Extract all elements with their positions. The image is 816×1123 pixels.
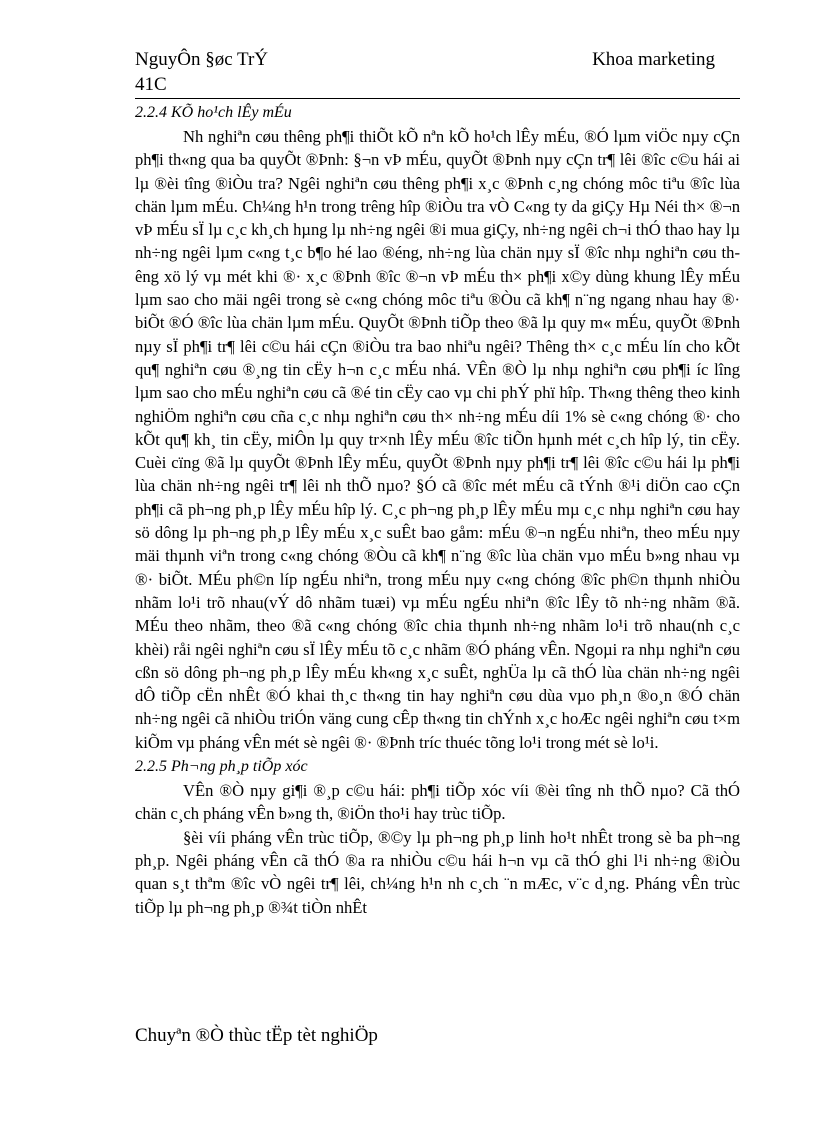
section-heading-2-2-4: 2.2.4 KÕ ho¹ch lÊy mÉu (135, 104, 292, 121)
sampling-plan-paragraph: Nh nghiªn cøu thêng ph¶i thiÕt kÕ nªn kÕ ho¹ch lÊy mÉu, ®Ó lµm viÖc nµy cÇn ph¶i th«ng qua ba quyÕt ®Þnh: §¬n vÞ mÉu, quyÕt ®Þnh nµy cÇn tr¶ lêi ®îc c©u hái ai lµ ®èi tîng ®iÒu tra? Ngêi nghiªn cøu thêng ph¶i x¸c ®Þnh c¸ng chóng môc tiªu ®îc lùa chän lµm mÉu. Ch¼ng h¹n trong trêng hîp ®iÒu tra vÒ C«ng ty da giÇy Hµ Néi th× ®¬n vÞ mÉu sÏ lµ c¸c kh¸ch hµng lµ nh÷ng ngêi ®i mua giÇy, nh÷ng ngêi ch¬i thÓ thao hay lµ nh÷ng ngêi lµm c«ng t¸c b¶o hé lao ®éng, nh÷ng lùa chän nµy sÏ ®îc nhµ nghiªn cøu thêng xö lý vµ mét khi ®· x¸c ®Þnh ®îc ®¬n vÞ mÉu th× ph¶i x©y dùng khung lÊy mÉu lµm sao cho mäi ngêi trong sè c«ng chóng môc tiªu ®Òu cã kh¶ n¨ng ngang nhau hay ®· biÕt ®Ó ®îc lùa chän lµm mÉu. QuyÕt ®Þnh tiÕp theo ®ã lµ quy m« mÉu, quyÕt ®Þnh nµy sÏ ph¶i tr¶ lêi c©u hái cÇn ®iÒu tra bao nhiªu ngêi? Thêng th× c¸c mÉu lín cho kÕt qu¶ nghiªn cøu ®¸ng tin cËy h¬n c¸c mÉu nhá. VÊn ®Ò lµ nhµ nghiªn cøu ph¶i íc lîng lµm sao cho mÉu nghiªn cøu cã ®é tin cËy cao vµ chi phÝ phï hîp. Th«ng thêng theo kinh nghiÖm nghiªn cøu cña c¸c nhµ nghiªn cøu th× nh÷ng mÉu díi 1% sè c«ng chóng ®· cho kÕt qu¶ kh¸ tin cËy, miÔn lµ quy tr×nh lÊy mÉu ®îc tiÕn hµnh mét c¸ch hîp lý, tin cËy. Cuèi cïng ®ã lµ quyÕt ®Þnh lÊy mÉu, quyÕt ®Þnh nµy ph¶i tr¶ lêi ®îc c©u hái lµ ph¶i lùa chän nh÷ng ngêi tr¶ lêi nh thÕ nµo? §Ó cã ®îc mét mÉu cã tÝnh ®¹i diÖn cao cÇn ph¶i cã ph¬ng ph¸p lÊy mÉu hîp lý. C¸c ph¬ng ph¸p lÊy mÉu mµ c¸c nhµ nghiªn cøu hay sö dông lµ ph¬ng ph¸p lÊy mÉu x¸c suÊt bao gåm: mÉu ®¬n ngÉu nhiªn, theo mÉu nµy mäi thµnh viªn trong c«ng chóng ®Òu cã kh¶ n¨ng ®îc lùa chän vµo mÉu b»ng nhau vµ ®· biÕt. MÉu ph©n líp ngÉu nhiªn, trong mÉu nµy c«ng chóng ®îc ph©n thµnh nhiÒu nhãm lo¹i trõ nhau(vÝ dô nhãm tuæi) vµ mÉu ngÉu nhiªn ®îc lÊy tõ nh÷ng nhãm ®ã. MÉu theo nhãm, theo ®ã c«ng chóng ®îc chia thµnh nh÷ng nhãm lo¹i trõ nhau(nh c¸c khèi) råi ngêi nghiªn cøu sÏ lÊy mÉu tõ c¸c nhãm ®Ó pháng vÊn. Ngoµi ra nhµ nghiªn cøu cßn sö dông ph¬ng ph¸p lÊy mÉu kh«ng x¸c suÊt, nghÜa lµ cã thÓ lùa chän nh÷ng ngêi dÔ tiÕp cËn nhÊt ®Ó khai th¸c th«ng tin hay nghiªn cøu dùa vµo ph¸n ®o¸n ®Ó chän nh÷ng ngêi cã nhiÒu triÓn väng cung cÊp th«ng tin chÝnh x¸c hoÆc ngêi nghiªn cøu t×m kiÕm vµ pháng vÊn mét sè ngêi ®· ®Þnh tríc thuéc tõng lo¹i trong mét sè lo¹i. (135, 127, 740, 752)
class-code: 41C (135, 74, 167, 95)
page-footer: Chuyªn ®Ò thùc tËp tèt nghiÖp (135, 1025, 378, 1046)
section-heading-2-2-5: 2.2.5 Ph¬ng ph¸p tiÕp xóc (135, 758, 308, 776)
header-divider (135, 98, 740, 99)
contact-method-paragraph: VÊn ®Ò nµy gi¶i ®¸p c©u hái: ph¶i tiÕp xóc víi ®èi tîng nh thÕ nµo? Cã thÓ chän c¸ch pháng vÊn b»ng th, ®iÖn tho¹i hay trùc tiÕp. (135, 781, 740, 824)
department-name: Khoa marketing (592, 49, 715, 70)
page-header (135, 48, 740, 98)
author-name: NguyÔn §øc TrÝ (135, 49, 269, 70)
page-body (135, 100, 740, 919)
direct-interview-paragraph: §èi víi pháng vÊn trùc tiÕp, ®©y lµ ph¬ng ph¸p linh ho¹t nhÊt trong sè ba ph¬ng ph¸p. Ngêi pháng vÊn cã thÓ ®a ra nhiÒu c©u hái h¬n vµ cã thÓ ghi l¹i nh÷ng ®iÒu quan s¸t thªm ®îc vÒ ngêi tr¶ lêi, ch¼ng h¹n nh c¸ch ¨n mÆc, v¨c d¸ng. Pháng vÊn trùc tiÕp lµ ph¬ng ph¸p ®¾t tiÒn nhÊt (135, 827, 740, 917)
